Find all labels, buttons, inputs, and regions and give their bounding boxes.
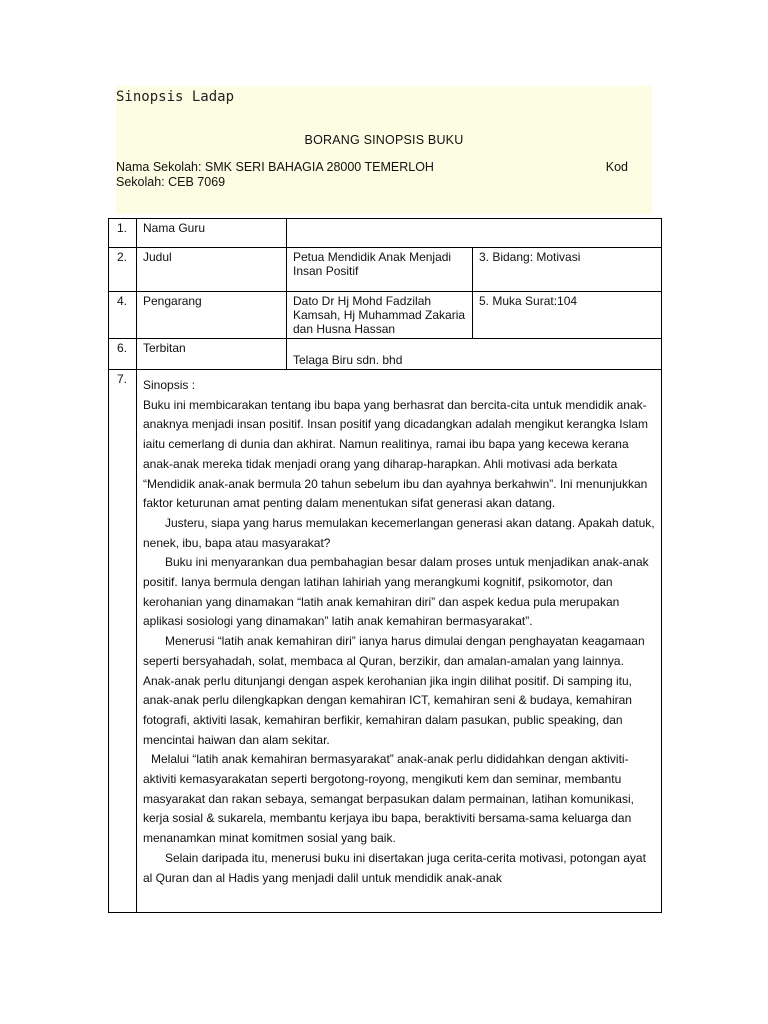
row-label: Pengarang — [137, 292, 287, 339]
row-value — [287, 219, 662, 248]
synopsis-paragraph: Buku ini membicarakan tentang ibu bapa yang berhasrat dan bercita-cita untuk mendidik anak-anaknya menjadi insan positif. Insan positif yang dicadangkan adalah mengikut kerangka Islam iaitu cemerlang di dunia dan akhirat. Namun realitinya, ramai ibu bapa yang kecewa kerana anak-anak mereka tidak menjadi orang yang diharap-harapkan. Ahli motivasi ada berkata “Mendidik anak-anak bermula 20 tahun sebelum ibu dan ayahnya berkahwin”. Ini menunjukkan faktor keturunan amat penting dalam menentukan sifat generasi akan datang. — [143, 397, 648, 511]
document-title: Sinopsis Ladap — [116, 89, 235, 105]
row-label: Judul — [137, 248, 287, 292]
header-band — [116, 86, 652, 214]
school-name-text: Nama Sekolah: SMK SERI BAHAGIA 28000 TEMERLOH — [116, 160, 434, 174]
row-number: 6. — [109, 339, 137, 370]
synopsis-table — [108, 218, 662, 913]
row-value: Dato Dr Hj Mohd Fadzilah Kamsah, Hj Muhammad Zakaria dan Husna Hassan — [287, 292, 473, 339]
form-title: BORANG SINOPSIS BUKU — [304, 133, 464, 147]
synopsis-heading: Sinopsis : — [143, 378, 196, 392]
table-row-judul — [109, 248, 662, 292]
row-number: 1. — [109, 219, 137, 248]
table-row-pengarang — [109, 292, 662, 339]
row-extra: 3. Bidang: Motivasi — [473, 248, 662, 292]
table-row-terbitan — [109, 339, 662, 370]
school-name-line — [116, 160, 628, 175]
synopsis-paragraph: Menerusi “latih anak kemahiran diri” ianya harus dimulai dengan penghayatan keagamaan seperti bersyahadah, solat, membaca al Quran, berzikir, dan amalan-amalan yang lainnya. Anak-anak perlu ditunjangi dengan aspek kerohanian jika ingin dilihat positif. Di samping itu, anak-anak perlu dilengkapkan dengan kemahiran ICT, kemahiran seni & budaya, kemahiran fotografi, aktiviti lasak, kemahiran berfikir, kemahiran dalam pasukan, public speaking, dan mencintai haiwan dan alam sekitar. — [143, 634, 645, 747]
row-label: Terbitan — [137, 339, 287, 370]
synopsis-paragraph: Melalui “latih anak kemahiran bermasyarakat” anak-anak perlu dididahkan dengan aktiviti-aktiviti kemasyarakatan seperti bergotong-royong, mengikuti kem dan seminar, membantu masyarakat dan rakan sebaya, semangat berpasukan dalam permainan, latihan komunikasi, kerja sosial & sukarela, membantu kerjaya ibu bapa, beraktiviti bersama-sama keluarga dan menanamkan minat komitmen sosial yang baik. — [143, 752, 634, 846]
synopsis-paragraph: Selain daripada itu, menerusi buku ini disertakan juga cerita-cerita motivasi, potongan ayat al Quran dan al Hadis yang menjadi dalil untuk mendidik anak-anak — [143, 850, 646, 885]
kod-label: Kod — [605, 160, 628, 174]
row-label: Nama Guru — [137, 219, 287, 248]
row-number: 7. — [109, 370, 137, 913]
row-number: 4. — [109, 292, 137, 339]
row-value: Petua Mendidik Anak Menjadi Insan Positif — [287, 248, 473, 292]
synopsis-paragraph: Buku ini menyarankan dua pembahagian besar dalam proses untuk menjadikan anak-anak positif. Ianya bermula dengan latihan lahiriah yang merangkumi kognitif, psikomotor, dan kerohanian yang dinamakan “latih anak kemahiran diri” dan aspek kedua pula merupakan aplikasi sosiologi yang dinamakan” latih anak kemahiran bermasyarakat”. — [143, 555, 649, 629]
table-row-nama-guru — [109, 219, 662, 248]
row-value: Telaga Biru sdn. bhd — [287, 339, 662, 370]
row-extra: 5. Muka Surat:104 — [473, 292, 662, 339]
synopsis-paragraph: Justeru, siapa yang harus memulakan kecemerlangan generasi akan datang. Apakah datuk, nenek, ibu, bapa atau masyarakat? — [143, 515, 655, 550]
row-number: 2. — [109, 248, 137, 292]
synopsis-cell — [137, 370, 662, 913]
school-code-line: Sekolah: CEB 7069 — [116, 175, 226, 189]
table-row-sinopsis — [109, 370, 662, 913]
